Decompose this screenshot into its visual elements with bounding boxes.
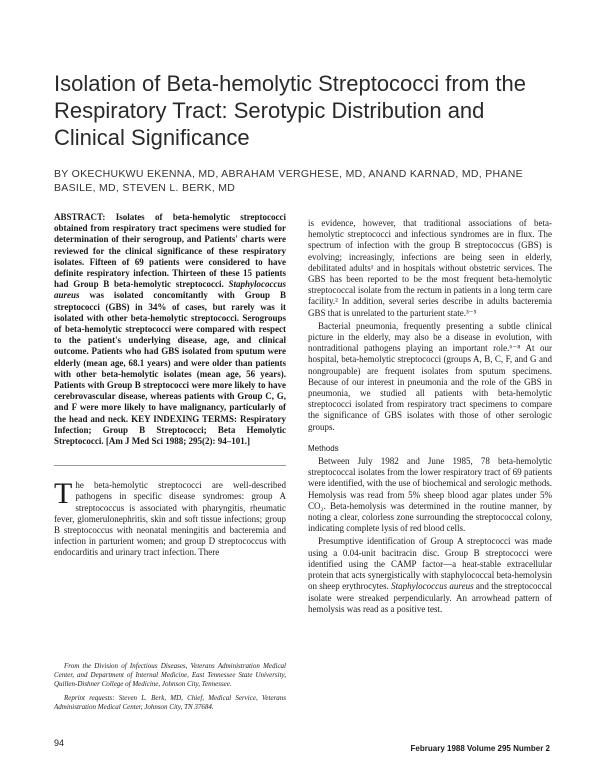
reprint-note: Reprint requests: Steven L. Berk, MD, Chief, Medical Service, Veterans Administration Medical Center, Johnson City, TN 37684. xyxy=(54,694,286,711)
right-column xyxy=(308,218,552,615)
left-column xyxy=(54,212,286,559)
journal-issue: February 1988 Volume 295 Number 2 xyxy=(410,744,550,753)
drop-cap: T xyxy=(54,477,73,511)
affiliation-note: From the Division of Infectious Diseases, Veterans Administration Medical Center, and Department of Internal Medicine, East Tennessee State University, Quillen-Dishner College of Medicine, Johnson City, Tennessee. xyxy=(54,662,286,688)
article-title: Isolation of Beta-hemolytic Streptococci from the Respiratory Tract: Serotypic Distribution and Clinical Significance xyxy=(54,71,526,150)
methods-paragraph-2 xyxy=(308,536,552,614)
methods-paragraph-1: Between July 1982 and June 1985, 78 beta-hemolytic streptococcal isolates from the lower respiratory tract of 69 patients were identified, with the use of biochemical and serologic methods. Hemolysis was read from 5% sheep blood agar plates under 5% CO₂. Beta-hemolysis was determined in the routine manner, by noting a clear, colorless zone surrounding the streptococcal colony, indicating complete lysis of red blood cells. xyxy=(308,456,552,534)
footnotes xyxy=(54,662,286,717)
methods-text-b: and the streptococcal isolate were streaked perpendicularly. An arrowhead pattern of hemolysis was read as a positive test. xyxy=(308,581,552,614)
body-paragraph-2: Bacterial pneumonia, frequently presenting a subtle clinical picture in the elderly, may also be a disease in evolution, with nontraditional pathogens playing an important role.⁶⁻⁸ At our hospital, beta-hemolytic streptococci (groups A, B, C, F, and G and nongroupable) are frequent isolates from sputum specimens. Because of our interest in pneumonia and the role of the GBS in pneumonia, we studied all patients with beta-hemolytic streptococci isolated from respiratory tract specimens to compare the significance of GBS isolates with those of other serologic groups. xyxy=(308,320,552,432)
abstract-label: ABSTRACT: xyxy=(54,212,106,222)
abstract-italic: Staphylococcus aureus xyxy=(54,279,286,301)
methods-italic: Staphylococcus aureus xyxy=(391,581,474,592)
body-paragraph-1: is evidence, however, that traditional associations of beta-hemolytic streptococci and infectious syndromes are in flux. The spectrum of infection with the group B streptococcus (GBS) is evolving; increasingly, infections are being seen in elderly, debilitated adults¹ and in hospitals without obstetric services. The GBS has been reported to be the most frequent beta-hemolytic streptococcal isolate from the rectum in patients in a long term care facility.² In addition, several series describe in adults bacteremia GBS that is unrelated to the parturient state.³⁻⁵ xyxy=(308,218,552,318)
keywords-label: KEY INDEXING TERMS: xyxy=(131,413,238,424)
author-list: BY OKECHUKWU EKENNA, MD, ABRAHAM VERGHESE, MD, ANAND KARNAD, MD, PHANE BASILE, MD, STEVEN L. BERK, MD xyxy=(54,168,523,194)
methods-heading: Methods xyxy=(308,443,339,453)
introduction-text: he beta-hemolytic streptococci are well-described pathogens in specific disease syndromes: group A streptococcus is associated with pharyngitis, rheumatic fever, glomerulonephritis, skin and soft tissue infections; group B streptococcus with neonatal meningitis and bacteremia and infection in parturient women; and group D streptococcus with endocarditis and urinary tract infection. There xyxy=(54,480,286,558)
abstract-text-a: Isolates of beta-hemolytic streptococci obtained from respiratory tract specimens were studied for determination of their serogroup, and Patients' charts were reviewed for the clinical significance of these respiratory isolates. Fifteen of 69 patients were considered to have definite respiratory infection. Thirteen of these 15 patients had Group B beta-hemolytic streptococci. xyxy=(54,212,287,290)
introduction-paragraph xyxy=(54,477,286,558)
keywords-text: Respiratory Infection; Group B Streptococci; Beta Hemolytic Streptococci. [Am J Med Sci 1988; 295(2): 94–101.] xyxy=(54,413,286,447)
section-divider xyxy=(54,465,286,466)
methods-text-a: Presumptive identification of Group A streptococci was made using a 0.04-unit bacitracin disc. Group B streptococci were identified using the CAMP factor—a heat-stable extracellular protein that acts synergistically with staphylococcal beta-hemolysin on sheep erythrocytes. xyxy=(308,536,552,592)
page-number: 94 xyxy=(54,738,65,748)
abstract xyxy=(54,212,286,447)
abstract-text-b: was isolated concomitantly with Group B streptococci (GBS) in 34% of cases, but rarely was it isolated with other beta-hemolytic streptococci. Serogroups of beta-hemolytic streptococci were compared with respect to the patient's underlying disease, age, and clinical outcome. Patients who had GBS isolated from sputum were elderly (mean age, 68.1 years) and were older than patients with other beta-hemolytic isolates (mean age, 56 years). Patients with Group B streptococci were more likely to have cerebrovascular disease, whereas patients with Group C, G, and F were more likely to have malignancy, particularly of the head and neck. xyxy=(54,290,286,424)
